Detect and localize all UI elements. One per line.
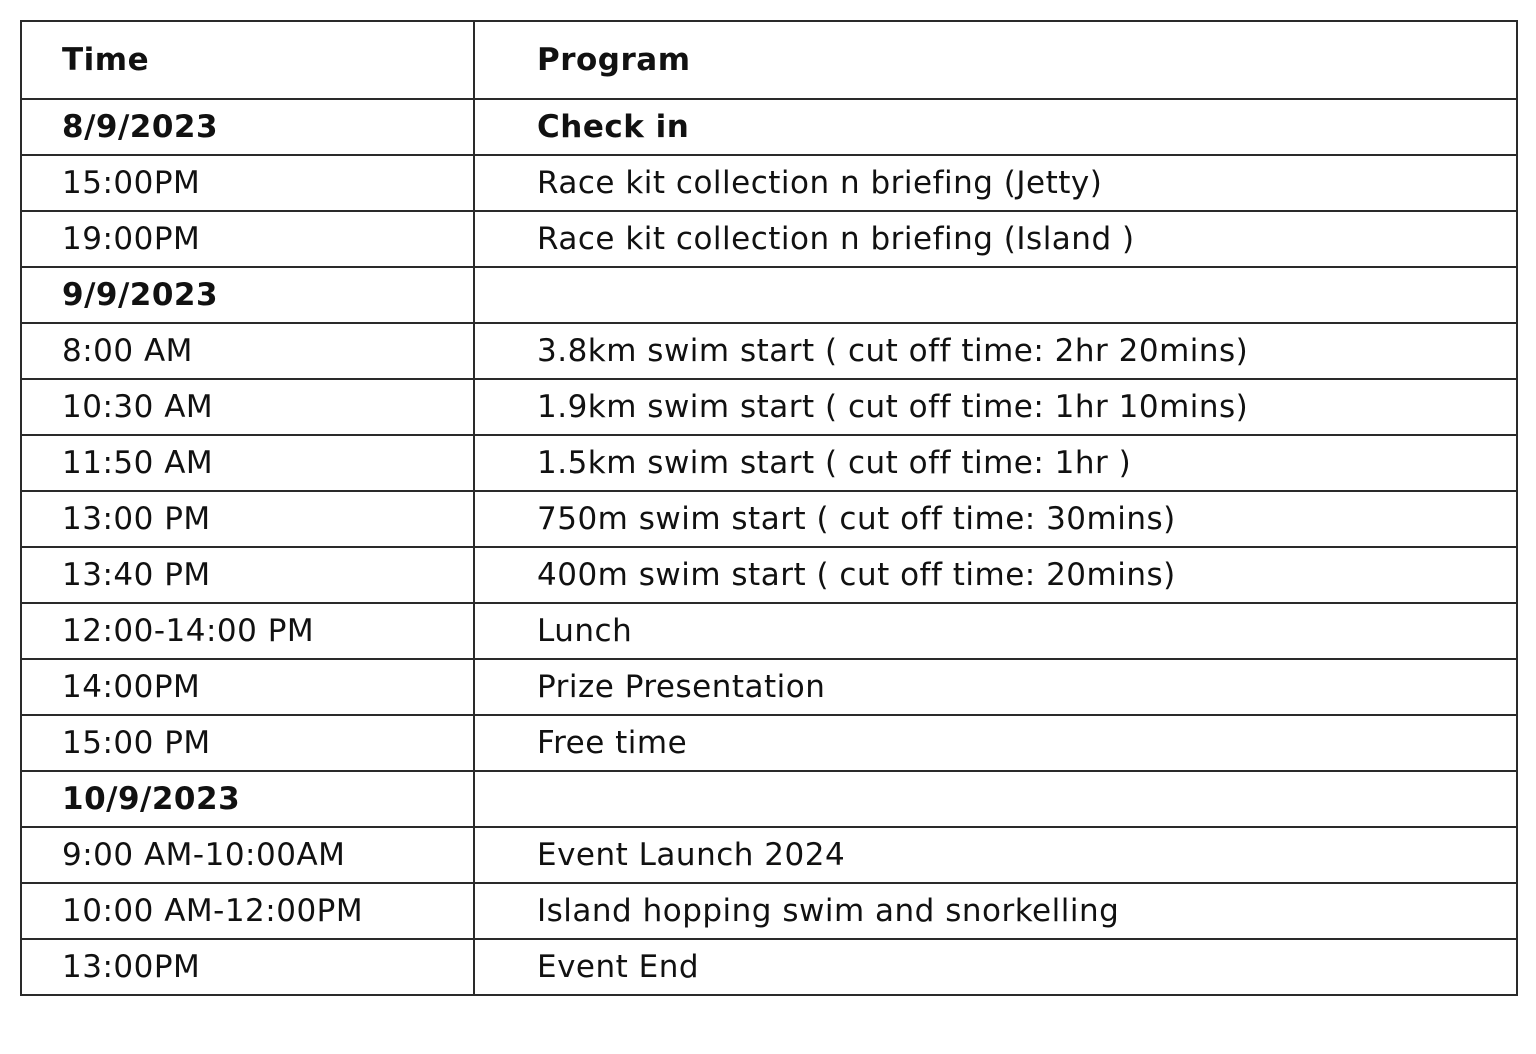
- time-cell: 13:00PM: [21, 939, 474, 995]
- table-row: [21, 827, 1517, 883]
- program-cell: 1.9km swim start ( cut off time: 1hr 10mins): [474, 379, 1517, 435]
- date-row: [21, 771, 1517, 827]
- program-cell: Lunch: [474, 603, 1517, 659]
- time-cell: 8:00 AM: [21, 323, 474, 379]
- time-cell: 10:30 AM: [21, 379, 474, 435]
- program-cell: [474, 771, 1517, 827]
- program-cell: 750m swim start ( cut off time: 30mins): [474, 491, 1517, 547]
- date-row: [21, 99, 1517, 155]
- time-cell: 14:00PM: [21, 659, 474, 715]
- table-row: [21, 491, 1517, 547]
- schedule-table: [20, 20, 1518, 996]
- time-column-header: Time: [21, 21, 474, 99]
- table-row: [21, 547, 1517, 603]
- time-cell: 19:00PM: [21, 211, 474, 267]
- time-cell: 13:00 PM: [21, 491, 474, 547]
- program-cell: Prize Presentation: [474, 659, 1517, 715]
- table-row: [21, 379, 1517, 435]
- table-row: [21, 659, 1517, 715]
- table-row: [21, 883, 1517, 939]
- program-column-header: Program: [474, 21, 1517, 99]
- program-cell: [474, 267, 1517, 323]
- date-cell: 8/9/2023: [21, 99, 474, 155]
- time-cell: 11:50 AM: [21, 435, 474, 491]
- program-cell: Race kit collection n briefing (Jetty): [474, 155, 1517, 211]
- table-row: [21, 939, 1517, 995]
- table-row: [21, 211, 1517, 267]
- program-cell: Free time: [474, 715, 1517, 771]
- table-row: [21, 155, 1517, 211]
- program-cell: Check in: [474, 99, 1517, 155]
- time-cell: 13:40 PM: [21, 547, 474, 603]
- time-cell: 12:00-14:00 PM: [21, 603, 474, 659]
- program-cell: Island hopping swim and snorkelling: [474, 883, 1517, 939]
- schedule-body: [21, 99, 1517, 995]
- program-cell: 1.5km swim start ( cut off time: 1hr ): [474, 435, 1517, 491]
- time-cell: 15:00PM: [21, 155, 474, 211]
- time-cell: 10:00 AM-12:00PM: [21, 883, 474, 939]
- table-row: [21, 715, 1517, 771]
- program-cell: 3.8km swim start ( cut off time: 2hr 20mins): [474, 323, 1517, 379]
- header-row: [21, 21, 1517, 99]
- program-cell: Event End: [474, 939, 1517, 995]
- program-cell: 400m swim start ( cut off time: 20mins): [474, 547, 1517, 603]
- program-cell: Event Launch 2024: [474, 827, 1517, 883]
- table-row: [21, 323, 1517, 379]
- date-cell: 10/9/2023: [21, 771, 474, 827]
- program-cell: Race kit collection n briefing (Island ): [474, 211, 1517, 267]
- time-cell: 9:00 AM-10:00AM: [21, 827, 474, 883]
- date-row: [21, 267, 1517, 323]
- date-cell: 9/9/2023: [21, 267, 474, 323]
- table-row: [21, 435, 1517, 491]
- table-row: [21, 603, 1517, 659]
- time-cell: 15:00 PM: [21, 715, 474, 771]
